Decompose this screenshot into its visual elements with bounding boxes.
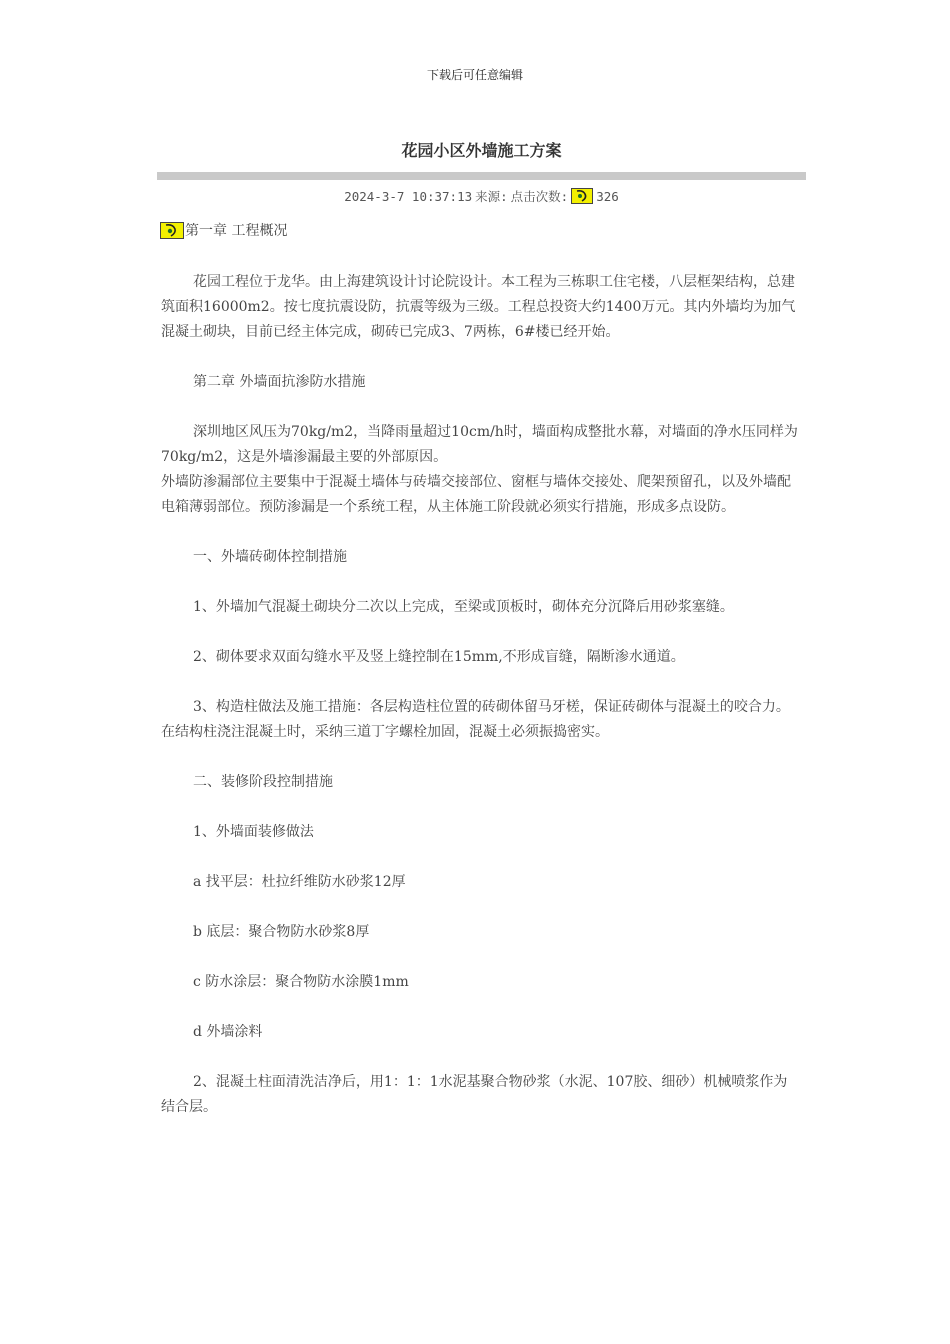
section-heading: 一、外墙砖砌体控制措施 <box>193 549 347 565</box>
paragraph: 3、构造柱做法及施工措施：各层构造柱位置的砖砌体留马牙槎，保证砖砌体与混凝土的咬合力。在结构柱浇注混凝土时，采纳三道丁字螺栓加固，混凝土必须振捣密实。 <box>161 699 790 740</box>
meta-clicks-value: 326 <box>596 188 619 204</box>
meta-source-label: 来源: <box>475 189 508 204</box>
section-heading: 二、装修阶段控制措施 <box>193 774 333 790</box>
view-count-icon <box>571 188 593 204</box>
meta-datetime: 2024-3-7 10:37:13 <box>344 188 473 204</box>
paragraph: 1、外墙面装修做法 <box>193 824 314 840</box>
chapter-heading <box>160 220 287 240</box>
paragraph: 深圳地区风压为70kg/m2，当降雨量超过10cm/h时，墙面构成整批水幕，对墙面的净水压同样为70kg/m2，这是外墙渗漏最主要的外部原因。 <box>161 424 798 465</box>
list-item: d 外墙涂料 <box>193 1024 263 1040</box>
list-item: b 底层：聚合物防水砂浆8厚 <box>193 924 370 940</box>
paragraph: 外墙防渗漏部位主要集中于混凝土墙体与砖墙交接部位、窗框与墙体交接处、爬架预留孔，以及外墙配电箱薄弱部位。预防渗漏是一个系统工程，从主体施工阶段就必须实行措施，形成多点设防。 <box>161 474 791 515</box>
title-divider <box>157 172 806 180</box>
chapter-heading-text: 第一章 工程概况 <box>185 223 288 239</box>
article-body <box>161 270 801 1145</box>
list-item: a 找平层：杜拉纤维防水砂浆12厚 <box>193 874 406 890</box>
section-heading: 第二章 外墙面抗渗防水措施 <box>193 374 366 390</box>
paragraph: 花园工程位于龙华。由上海建筑设计讨论院设计。本工程为三栋职工住宅楼，八层框架结构，总建筑面积16000m2。按七度抗震设防，抗震等级为三级。工程总投资大约1400万元。其内外墙均为加气混凝土砌块，目前已经主体完成，砌砖已完成3、7两栋，6#楼已经开始。 <box>161 274 796 340</box>
meta-clicks-label: 点击次数: <box>510 189 569 204</box>
paragraph: 2、砌体要求双面勾缝水平及竖上缝控制在15mm,不形成盲缝，隔断渗水通道。 <box>193 649 685 665</box>
article-meta <box>157 187 806 205</box>
chapter-bullet-icon <box>160 222 184 239</box>
header-note: 下载后可任意编辑 <box>426 68 523 82</box>
paragraph: 2、混凝土柱面清洗洁净后，用1：1：1水泥基聚合物砂浆（水泥、107胶、细砂）机械喷浆作为结合层。 <box>161 1074 788 1115</box>
paragraph: 1、外墙加气混凝土砌块分二次以上完成，至梁或顶板时，砌体充分沉降后用砂浆塞缝。 <box>193 599 734 615</box>
article-title: 花园小区外墙施工方案 <box>401 141 562 160</box>
list-item: c 防水涂层：聚合物防水涂膜1mm <box>193 974 409 990</box>
